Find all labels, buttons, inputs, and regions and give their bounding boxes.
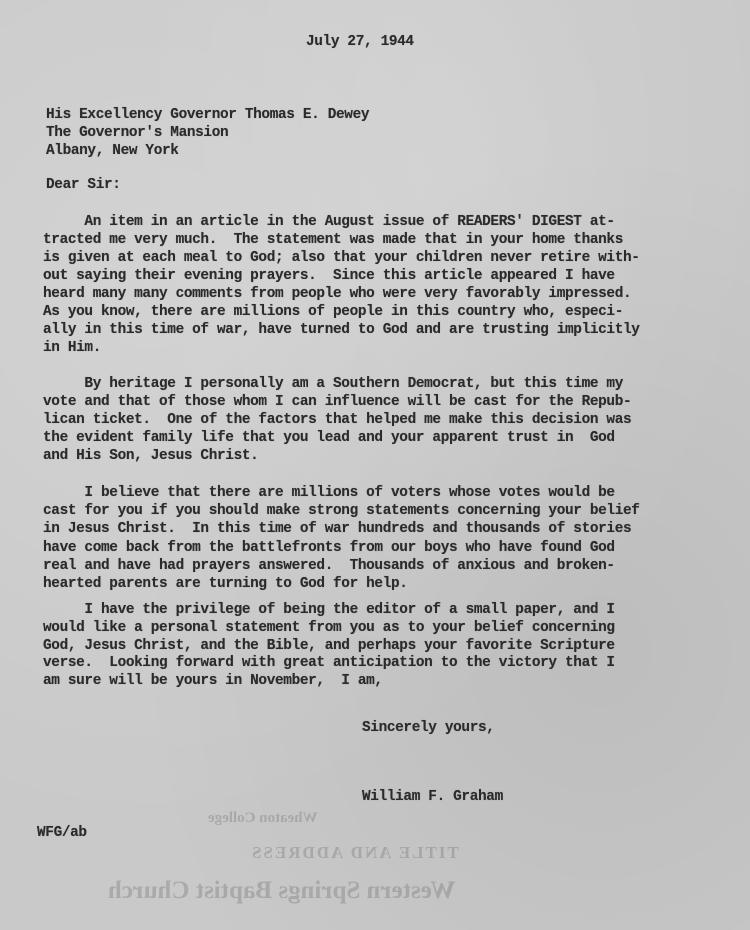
closing: Sincerely yours,: [362, 720, 495, 736]
paragraph-4: [43, 602, 615, 691]
recipient-address: [46, 106, 369, 160]
text-line: hearted parents are turning to God for help.: [43, 576, 408, 593]
text-line: By heritage I personally am a Southern Democrat, but this time my: [43, 376, 624, 392]
text-line: lican ticket. One of the factors that helped me make this decision was: [43, 412, 632, 428]
text-line: I believe that there are millions of voters whose votes would be: [43, 485, 615, 501]
text-line: vote and that of those whom I can influence will be cast for the Repub-: [43, 394, 632, 410]
text-line: have come back from the battlefronts from our boys who have found God: [43, 539, 615, 556]
text-line: God, Jesus Christ, and the Bible, and perhaps your favorite Scripture: [43, 637, 615, 654]
bleed-through-text: Wheaton College: [208, 810, 318, 826]
text-line: tracted me very much. The statement was made that in your home thanks: [43, 232, 624, 248]
paragraph-2: [43, 375, 631, 465]
text-line: ally in this time of war, have turned to God and are trusting implicitly: [43, 322, 640, 338]
bleed-through-text: Western Springs Baptist Church: [108, 877, 456, 904]
text-line: real and have had prayers answered. Thousands of anxious and broken-: [43, 557, 615, 574]
text-line: am sure will be yours in November, I am,: [43, 673, 383, 690]
text-line: the evident family life that you lead and your apparent trust in God: [43, 430, 615, 446]
address-line: His Excellency Governor Thomas E. Dewey: [46, 107, 370, 123]
bleed-through-text: TITLE AND ADDRESS: [250, 843, 459, 862]
text-line: and His Son, Jesus Christ.: [43, 448, 259, 464]
address-line: The Governor's Mansion: [46, 125, 229, 141]
salutation: Dear Sir:: [46, 177, 121, 193]
text-line: I have the privilege of being the editor of a small paper, and I: [43, 602, 615, 618]
text-line: heard many many comments from people who were very favorably impressed.: [43, 286, 632, 302]
paragraph-1: [43, 213, 640, 357]
signature-name: William F. Graham: [362, 789, 503, 805]
text-line: cast for you if you should make strong statements concerning your belief: [43, 503, 640, 520]
address-line: Albany, New York: [46, 143, 179, 159]
text-line: An item in an article in the August issue of READERS' DIGEST at-: [43, 214, 615, 230]
text-line: in Jesus Christ. In this time of war hundreds and thousands of stories: [43, 521, 632, 538]
text-line: out saying their evening prayers. Since this article appeared I have: [43, 268, 615, 284]
letter-date: July 27, 1944: [306, 34, 414, 50]
text-line: in Him.: [43, 340, 102, 356]
text-line: verse. Looking forward with great anticipation to the victory that I: [43, 655, 615, 672]
reference-initials: WFG/ab: [37, 825, 87, 841]
text-line: As you know, there are millions of people in this country who, especi-: [43, 304, 624, 320]
paragraph-3: [43, 484, 640, 593]
text-line: would like a personal statement from you as to your belief concerning: [43, 619, 615, 636]
text-line: is given at each meal to God; also that your children never retire with-: [43, 250, 640, 266]
